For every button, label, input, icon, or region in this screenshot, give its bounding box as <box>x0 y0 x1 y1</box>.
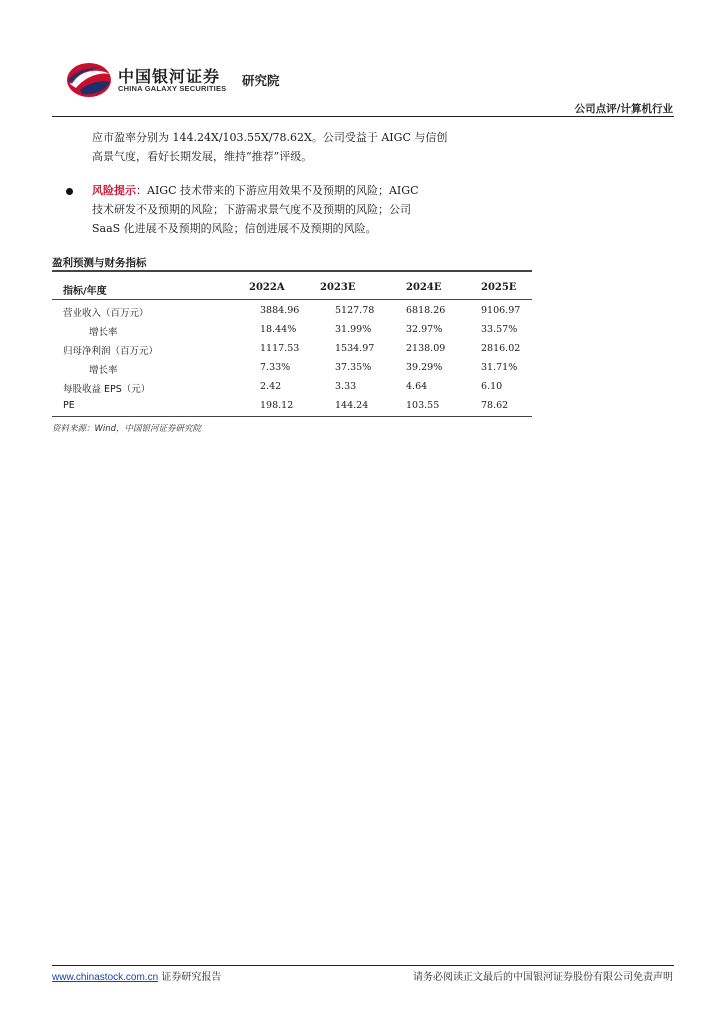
row-profit-growth-label: 增长率 <box>89 365 118 376</box>
row-pe-label: PE <box>63 400 75 411</box>
header-metric: 指标/年度 <box>63 286 107 297</box>
risk-line-2: 技术研发不及预期的风险；下游需求景气度不及预期的风险；公司 <box>92 203 411 216</box>
header-year-2024e: 2024E <box>406 282 442 293</box>
row-revenue-label: 营业收入（百万元） <box>63 308 149 319</box>
row-revenue-2023e: 5127.78 <box>335 305 375 316</box>
risk-line-1-text: ：AIGC 技术带来的下游应用效果不及预期的风险；AIGC <box>136 184 419 197</box>
footer-left <box>52 968 221 983</box>
risk-line-3: SaaS 化进展不及预期的风险；信创进展不及预期的风险。 <box>92 222 377 235</box>
footer-disclaimer: 请务必阅读正文最后的中国银河证券股份有限公司免责声明 <box>413 972 673 983</box>
footer-report-type: 证券研究报告 <box>158 972 222 983</box>
row-profit-growth-2022a: 7.33% <box>260 362 291 373</box>
website-link[interactable]: www.chinastock.com.cn <box>52 972 159 983</box>
header-year-2025e: 2025E <box>481 282 517 293</box>
risk-label: 风险提示 <box>92 184 136 197</box>
row-revenue-2025e: 9106.97 <box>481 305 521 316</box>
row-pe-2022a: 198.12 <box>260 400 294 411</box>
row-net-profit-label: 归母净利润（百万元） <box>63 346 159 357</box>
row-pe-2025e: 78.62 <box>481 400 509 411</box>
header-year-2022a: 2022A <box>249 282 285 293</box>
row-pe-2024e: 103.55 <box>406 400 440 411</box>
row-eps-2023e: 3.33 <box>335 381 357 392</box>
table-top-rule <box>52 270 532 272</box>
header-divider <box>52 116 674 117</box>
row-revenue-growth-label: 增长率 <box>89 327 118 338</box>
logo-chinese-name: 中国银河证券 <box>118 67 221 86</box>
row-net-profit-2023e: 1534.97 <box>335 343 375 354</box>
table-bottom-rule <box>52 416 532 417</box>
row-pe-2023e: 144.24 <box>335 400 369 411</box>
row-profit-growth-2025e: 31.71% <box>481 362 518 373</box>
report-section-label: 公司点评/计算机行业 <box>574 103 673 115</box>
valuation-line-1: 应市盈率分别为 144.24X/103.55X/78.62X。公司受益于 AIGC 与信创 <box>92 131 448 144</box>
row-profit-growth-2023e: 37.35% <box>335 362 372 373</box>
row-revenue-growth-2025e: 33.57% <box>481 324 518 335</box>
row-eps-label: 每股收益 EPS（元） <box>63 384 151 395</box>
data-source-note: 资料来源：Wind，中国银河证券研究院 <box>52 424 202 434</box>
risk-line-1 <box>92 181 418 200</box>
valuation-paragraph <box>92 128 447 166</box>
valuation-line-2: 高景气度，看好长期发展，维持“推荐”评级。 <box>92 150 313 163</box>
table-title: 盈利预测与财务指标 <box>52 257 147 269</box>
risk-paragraph <box>92 181 418 238</box>
row-net-profit-2025e: 2816.02 <box>481 343 521 354</box>
row-net-profit-2022a: 1117.53 <box>260 343 300 354</box>
row-net-profit-2024e: 2138.09 <box>406 343 446 354</box>
row-profit-growth-2024e: 39.29% <box>406 362 443 373</box>
row-revenue-2022a: 3884.96 <box>260 305 300 316</box>
row-eps-2024e: 4.64 <box>406 381 428 392</box>
row-revenue-2024e: 6818.26 <box>406 305 446 316</box>
logo-english-name: CHINA GALAXY SECURITIES <box>118 84 227 93</box>
row-eps-2022a: 2.42 <box>260 381 282 392</box>
row-revenue-growth-2022a: 18.44% <box>260 324 297 335</box>
row-eps-2025e: 6.10 <box>481 381 503 392</box>
header-year-2023e: 2023E <box>320 282 356 293</box>
row-revenue-growth-2024e: 32.97% <box>406 324 443 335</box>
institute-label: 研究院 <box>242 73 280 88</box>
bullet-icon <box>66 188 73 195</box>
footer-divider <box>52 965 674 966</box>
row-revenue-growth-2023e: 31.99% <box>335 324 372 335</box>
galaxy-logo-icon <box>66 60 112 100</box>
table-header-rule <box>52 299 532 300</box>
